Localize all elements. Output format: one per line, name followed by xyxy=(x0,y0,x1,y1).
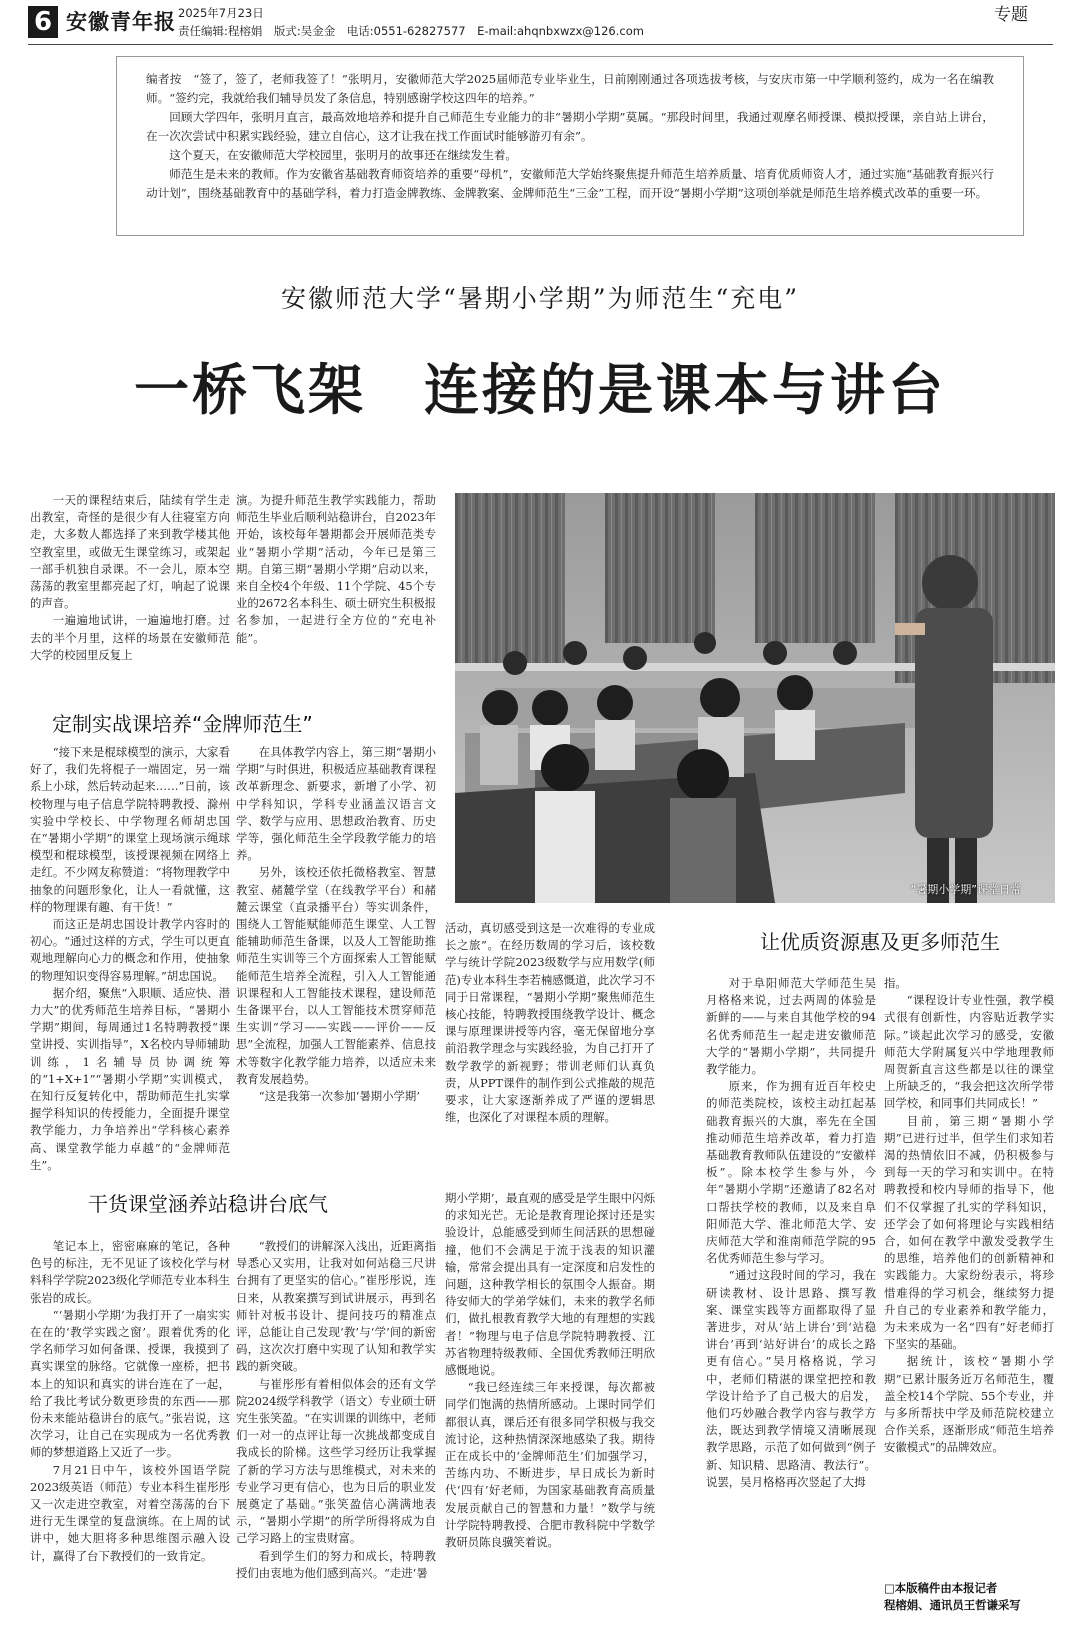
section-heading-1: 定制实战课培养“金牌师范生” xyxy=(52,712,313,736)
masthead-rule xyxy=(28,44,1053,45)
section3-column-1 xyxy=(706,975,876,1618)
body-paragraph: “这是我第一次参加‘暑期小学期’ xyxy=(258,1089,420,1104)
body-paragraph: 原来，作为拥有近百年校史的师范类院校，该校主动扛起基础教育振兴的大旗，率先在全国推动师范生培养改革，着力打造基础教育教师队伍建设的“安徽样板”。除本校学生参与外，今年“暑期小学期”还邀请了82名对口帮扶学校的教师，以及来自阜阳师范大学、淮北师范大学、安庆师范大学和淮南师范学院的95名优秀师范生参与学习。 xyxy=(706,1079,876,1266)
body-paragraph: 而这正是胡忠国设计教学内容时的初心。“通过这样的方式，学生可以更直观地理解向心力的概念和作用，使抽象的物理知识变得容易理解。”胡忠国说。 xyxy=(30,917,230,983)
editor-note xyxy=(146,70,994,203)
section-heading-2: 干货课堂涵养站稳讲台底气 xyxy=(88,1192,328,1216)
body-paragraph: 在具体教学内容上，第三期“暑期小学期”与时俱进，积极适应基础教育课程改革新理念、新要求，新增了小学、初中学科知识，学科专业涵盖汉语言文学、数学与应用、思想政治教育、历史学等，强化师范生全学段教学能力的培养。 xyxy=(236,745,436,863)
issue-date: 2025年7月23日 xyxy=(178,6,264,20)
body-paragraph: 指。 xyxy=(884,976,907,990)
newspaper-name: 安徽青年报 xyxy=(66,9,176,34)
body-paragraph: 对于阜阳师范大学师范生吴月格格来说，过去两周的体验是新鲜的——与来自其他学校的94名优秀师范生一起走进安徽师范大学的“暑期小学期”，共同提升教学能力。 xyxy=(706,976,876,1077)
body-paragraph: “教授们的讲解深入浅出，近距离指导悉心又实用，让我对如何站稳三尺讲台拥有了更坚实的信心。”崔彤彤说，连日来，从教案撰写到试讲展示，再到名师针对板书设计、提问技巧的精准点评，总能让自己发现‘教’与‘学’间的新密码，这次次打磨中实现了认知和教学实践的新突破。 xyxy=(236,1239,436,1374)
editorial-credits: 责任编辑:程榕娟 版式:吴金金 电话:0551-62827577 E-mail:ahqnbxwzx@126.com xyxy=(178,24,644,38)
section1-column-1 xyxy=(30,744,230,1172)
body-paragraph: 据介绍，聚焦“入职顺、适应快、潜力大”的优秀师范生培养目标，“暑期小学期”期间，每周通过1名特聘教授“课堂讲授、实训指导”，X名校内导师辅助训练，1名辅导员协调统筹的“1+X+1”“暑期小学期”实训模式，在知行反复转化中，帮助师范生扎实掌握学科知识的传授能力，全面提升课堂教学能力，力争培养出“学科核心素养高、课堂教学能力卓越”的“金牌师范生”。 xyxy=(30,985,230,1172)
editor-note-paragraph: 师范生是未来的教师。作为安徽省基础教育师资培养的重要“母机”，安徽师范大学始终聚焦提升师范生培养质量、培育优质师资人才，通过实施“基础教育振兴行动计划”，围绕基础教育中的基础学科，着力打造金牌教练、金牌教案、金牌师范生“三金”工程，而开设“暑期小学期”这项创举就是师范生培养模式改革的重要一环。 xyxy=(146,167,994,200)
body-paragraph: “‘暑期小学期’为我打开了一扇实实在在的‘教学实践之窗’。跟着优秀的化学名师学习如何备课、授课，我摸到了真实课堂的脉络。它就像一座桥，把书本上的知识和真实的讲台连在了一起，给了我比考试分数更珍贵的东西——那份未来能站稳讲台的底气。”张岩说，这次学习，让自己在实现成为一名优秀教师的梦想道路上又近了一步。 xyxy=(30,1307,230,1460)
page-number: 6 xyxy=(28,6,58,38)
section2-column-2 xyxy=(236,1238,436,1618)
body-paragraph: 一遍遍地试讲，一遍遍地打磨。过去的半个月里，这样的场景在安徽师范大学的校园里反复上 xyxy=(30,613,230,662)
body-paragraph: 7月21日中午，该校外国语学院2023级英语（师范）专业本科生崔彤彤又一次走进空教室，对着空荡荡的台下进行无生课堂的复盘演练。在上周的试讲中，她大胆将多种思维图示融入设计，赢得了台下教授们的一致肯定。 xyxy=(30,1462,230,1563)
section-label: 专题 xyxy=(994,5,1028,25)
body-paragraph: 活动，真切感受到这是一次难得的专业成长之旅”。在经历数周的学习后，该校数学与统计学院2023级数学与应用数学(师范)专业本科生李若楠感慨道，此次学习不同于日常课程，“暑期小学期”聚焦师范生核心技能，特聘教授围绕教学设计、概念课与原理课讲授等内容，毫无保留地分享前沿教学理念与实践经验，为自己打开了数学教学的新视野；带训老师们认真负责，从PPT课件的制作到公式推敲的规范要求，让大家逐渐养成了严谨的逻辑思维，也深化了对课程本质的理解。 xyxy=(445,921,655,1125)
reporter-credit-line: 程榕娟、通讯员王哲谦采写 xyxy=(884,1598,1021,1612)
reporter-credit-line: □本版稿件由本报记者 xyxy=(884,1581,998,1595)
body-paragraph: 另外，该校还依托微格教室、智慧教室、赭麓学堂（在线教学平台）和赭麓云课堂（直录播平台）等实训条件，围绕人工智能赋能师范生课堂、人工智能辅助师范生备课，以及人工智能助推师范生实训等三个方面探索人工智能赋能师范生培养全流程，引入人工智能通识课程和人工智能技术课程，建设师范生备课平台，以人工智能技术贯穿师范生实训“学习——实践——评价——反思”全流程，加强人工智能素养、信息技术等数字化教学能力培养，以适应未来教育发展趋势。 xyxy=(236,865,436,1086)
body-paragraph: 笔记本上，密密麻麻的笔记，各种色号的标注，无不见证了该校化学与材料科学学院2023级化学师范专业本科生张岩的成长。 xyxy=(30,1239,230,1305)
article-headline: 一桥飞架 连接的是课本与讲台 xyxy=(133,357,946,422)
body-paragraph: “我已经连续三年来授课，每次都被同学们饱满的热情所感动。上课时同学们都很认真，课后还有很多同学积极与我交流讨论，这种热情深深地感染了我。期待正在成长中的‘金牌师范生’们加强学习，苦练内功、不断进步，早日成长为新时代‘四有’好老师，为国家基础教育高质量发展贡献自己的智慧和力量！”数学与统计学院特聘教授、合肥市教科院中学数学教研员陈良骥笑着说。 xyxy=(445,1380,655,1550)
reporter-credit xyxy=(884,1580,1054,1614)
section3-column-2 xyxy=(884,975,1054,1567)
article-subheadline: 安徽师范大学“暑期小学期”为师范生“充电” xyxy=(280,284,800,313)
editor-note-paragraph: 这个夏天，在安徽师范大学校园里，张明月的故事还在继续发生着。 xyxy=(169,148,518,162)
body-paragraph: 看到学生们的努力和成长，特聘教授们由衷地为他们感到高兴。“走进‘暑 xyxy=(236,1548,436,1580)
body-paragraph: “课程设计专业性强，教学模式很有创新性，内容贴近教学实际。”谈起此次学习的感受，安徽师范大学附属复兴中学地理教师周贺新直言这些都是以往的课堂上所缺乏的，“我会把这次所学带回学校，和同事们共同成长！” xyxy=(884,993,1054,1111)
section1-column-3 xyxy=(445,920,655,1144)
body-paragraph: “通过这段时间的学习，我在研读教材、设计思路、撰写教案、课堂实践等方面都取得了显著进步，对从‘站上讲台’到‘站稳讲台’再到‘站好讲台’的成长之路更有信心。”吴月格格说，学习中，老师们精湛的课堂把控和教学设计给予了自己极大的启发，他们巧妙融合教学内容与教学方法，既达到教学情境又清晰展现教学思路，示范了如何做到“例子新、知识精、思路清、教法行”。说罢，吴月格格再次竖起了大拇 xyxy=(706,1268,876,1489)
headline-block xyxy=(0,262,1080,462)
body-paragraph: 演。为提升师范生教学实践能力，帮助师范生毕业后顺利站稳讲台，自2023年开始，该校每年暑期都会开展师范类专业“暑期小学期”活动，今年已是第三期。自第三期“暑期小学期”启动以来，来自全校4个年级、11个学院、45个专业的2672名本科生、硕士研究生积极报名参加，一起进行全方位的“充电补能”。 xyxy=(236,493,436,645)
section2-column-1 xyxy=(30,1238,230,1618)
body-paragraph: “接下来是棍球模型的演示，大家看好了，我们先将棍子一端固定，另一端系上小球，然后转动起来……”日前，该校物理与电子信息学院特聘教授、滁州实验中学校长、中学物理名师胡忠国在“暑期小学期”的课堂上现场演示绳球模型和棍球模型，该授课视频在网络上走红。不少网友称赞道：“将物理教学中抽象的问题形象化，让人一看就懂，这样的物理课有趣、有干货！” xyxy=(30,745,230,914)
photo-caption: “暑期小学期”课堂日常 xyxy=(910,883,1021,896)
body-paragraph: 期小学期’，最直观的感受是学生眼中闪烁的求知光芒。无论是教育理论探讨还是实验设计，总能感受到师生间活跃的思想碰撞，他们不会满足于流于浅表的知识灌输，常常会提出具有一定深度和启发性的问题，这种教学相长的氛围令人振奋。期待安师大的学弟学妹们，未来的教学名师们，做扎根教育教学大地的有理想的实践者！”物理与电子信息学院特聘教授、江苏省物理特级教师、全国优秀教师汪明欣感慨地说。 xyxy=(445,1191,655,1378)
classroom-photo xyxy=(455,493,1055,903)
masthead xyxy=(0,0,1080,46)
body-paragraph: 目前，第三期“暑期小学期”已进行过半，但学生们求知若渴的热情依旧不减，仍积极参与到每一天的学习和实训中。在特聘教授和校内导师的指导下，他们不仅掌握了扎实的学科知识，还学会了如何将理论与实践相结合，如何在教学中激发受教学生的思维，培养他们的创新精神和实践能力。大家纷纷表示，将珍惜难得的学习机会，继续努力提升自己的专业素养和教学能力，为未来成为一名“四有”好老师打下坚实的基础。 xyxy=(884,1113,1054,1352)
body-paragraph: 据统计，该校“暑期小学期”已累计服务近万名师范生，覆盖全校14个学院、55个专业，并与多所帮扶中学及师范院校建立合作关系，逐渐形成“师范生培养安徽模式”的品牌效应。 xyxy=(884,1354,1054,1455)
body-paragraph: 一天的课程结束后，陆续有学生走出教室，奇怪的是很少有人往寝室方向走，大多数人都选择了来到教学楼其他空教室里，或做无生课堂练习，或架起一部手机独自录课。不一会儿，原本空荡荡的教室里都亮起了灯，响起了说课的声音。 xyxy=(30,493,230,611)
editor-note-paragraph: 回顾大学四年，张明月直言，最高效地培养和提升自己师范生专业能力的非“暑期小学期”莫属。“那段时间里，我通过观摩名师授课、模拟授课，亲自站上讲台，在一次次尝试中积累实践经验，建立自信心，这才让我在找工作面试时能够游刃有余”。 xyxy=(146,110,994,143)
editor-note-paragraph: 编者按 “签了，签了，老师我签了！”张明月，安徽师范大学2025届师范专业毕业生，日前刚刚通过各项选拔考核，与安庆市第一中学顺利签约，成为一名在编教师。“签约完，我就给我们辅导员发了条信息，特别感谢学校这四年的培养。” xyxy=(146,72,994,105)
body-paragraph: 与崔彤彤有着相似体会的还有文学院2024级学科教学（语文）专业硕士研究生张笑盈。“在实训课的训练中，老师们一对一的点评让每一次挑战都变成自我成长的阶梯。这些学习经历让我掌握了新的学习方法与思维模式，对未来的专业学习更有信心，也为日后的职业发展奠定了基础。”张笑盈信心满满地表示，“暑期小学期”的所学所得将成为自己学习路上的宝贵财富。 xyxy=(236,1376,436,1546)
section1-column-2 xyxy=(236,744,436,1144)
section-heading-3: 让优质资源惠及更多师范生 xyxy=(760,930,1000,954)
classroom-photo-image xyxy=(455,493,1055,903)
section2-column-3 xyxy=(445,1190,655,1618)
